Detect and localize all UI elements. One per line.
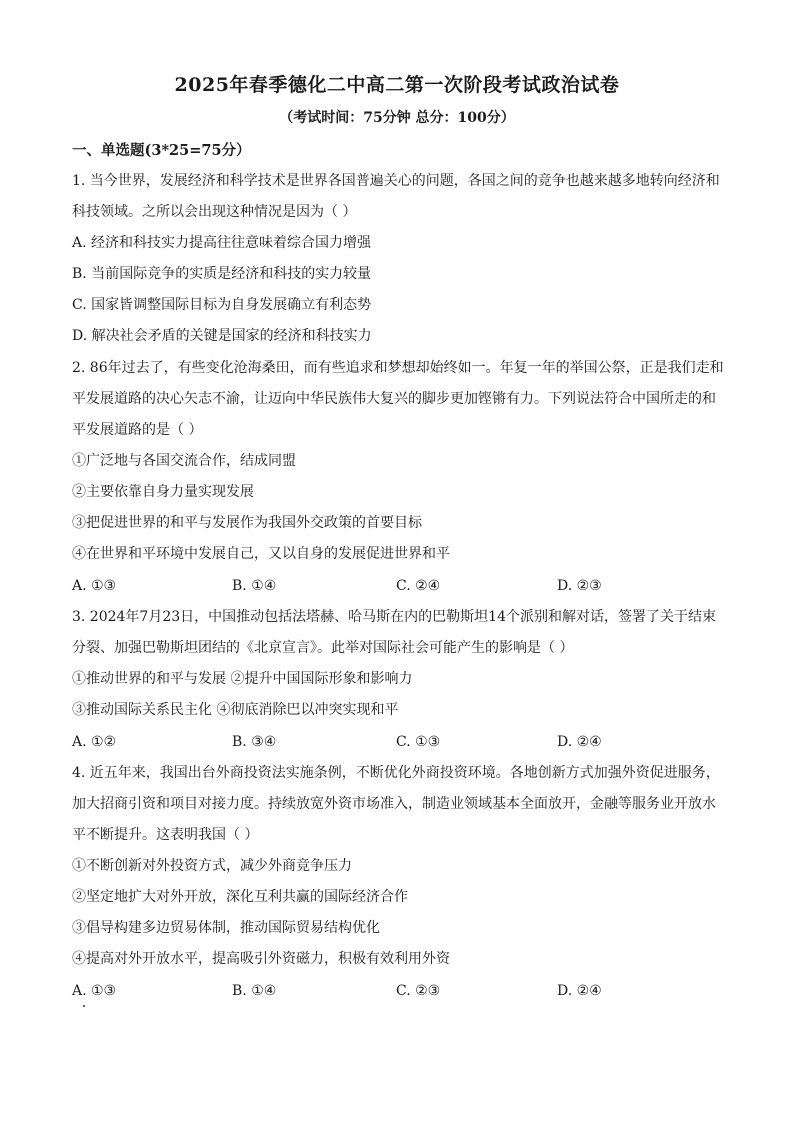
question-4-stem-line-2: 加大招商引资和项目对接力度。持续放宽外资市场准入，制造业领域基本全面放开，金融等服务业开放水	[72, 796, 716, 812]
question-4-option-d: D. ②④	[557, 983, 602, 999]
question-2-option-a: A. ①③	[72, 578, 117, 594]
exam-info: （考试时间：75分钟 总分：100分）	[279, 110, 515, 126]
question-1-option-a: A. 经济和科技实力提高往往意味着综合国力增强	[72, 235, 372, 251]
question-4-item-4: ④提高对外开放水平，提高吸引外资磁力，积极有效利用外资	[72, 951, 450, 967]
question-2-stem-line-2: 平发展道路的决心矢志不渝，让迈向中华民族伟大复兴的脚步更加铿锵有力。下列说法符合中国所走的和	[72, 391, 716, 407]
question-3-option-c: C. ①③	[396, 734, 441, 750]
section-heading: 一、单选题(3*25=75分）	[72, 142, 251, 159]
question-2-option-b: B. ①④	[232, 578, 277, 594]
question-1-option-d: D. 解决社会矛盾的关键是国家的经济和科技实力	[72, 328, 372, 344]
question-1-option-b: B. 当前国际竞争的实质是经济和科技的实力较量	[72, 266, 372, 282]
question-4-option-c: C. ②③	[396, 983, 441, 999]
question-1-stem-line-2: 科技领域。之所以会出现这种情况是因为（ ）	[72, 204, 357, 220]
question-2-item-2: ②主要依靠自身力量实现发展	[72, 484, 254, 500]
question-2-item-3: ③把促进世界的和平与发展作为我国外交政策的首要目标	[72, 515, 422, 531]
question-2-option-d: D. ②③	[557, 578, 602, 594]
question-4-stem-line-3: 平不断提升。这表明我国（ ）	[72, 827, 259, 843]
question-3-stem-line-2: 分裂、加强巴勒斯坦团结的《北京宣言》。此举对国际社会可能产生的影响是（ ）	[72, 640, 574, 656]
question-3-items-row-2: ③推动国际关系民主化 ④彻底消除巴以冲突实现和平	[72, 702, 399, 718]
question-3-option-a: A. ①②	[72, 734, 117, 750]
question-4-item-2: ②坚定地扩大对外开放，深化互利共赢的国际经济合作	[72, 889, 408, 905]
question-2-item-1: ①广泛地与各国交流合作，结成同盟	[72, 453, 296, 469]
question-3-option-b: B. ③④	[232, 734, 277, 750]
question-1-option-c: C. 国家皆调整国际目标为自身发展确立有利态势	[72, 297, 372, 313]
question-2-option-c: C. ②④	[396, 578, 441, 594]
question-4-item-1: ①不断创新对外投资方式，减少外商竞争压力	[72, 858, 352, 874]
question-2-stem-line-3: 平发展道路的是（ ）	[72, 422, 203, 438]
question-3-option-d: D. ②④	[557, 734, 602, 750]
question-2-stem-line-1: 2. 86年过去了，有些变化沧海桑田，而有些追求和梦想却始终如一。年复一年的举国公祭，正是我们走和	[72, 360, 724, 376]
question-4-stem-line-1: 4. 近五年来，我国出台外商投资法实施条例，不断优化外商投资环境。各地创新方式加强外资促进服务，	[72, 765, 720, 781]
question-4-item-3: ③倡导构建多边贸易体制，推动国际贸易结构优化	[72, 920, 380, 936]
page-speck	[83, 1005, 85, 1007]
question-1-stem-line-1: 1. 当今世界，发展经济和科学技术是世界各国普遍关心的问题，各国之间的竞争也越来越多地转向经济和	[72, 173, 720, 189]
page-title: 2025年春季德化二中高二第一次阶段考试政治试卷	[174, 74, 620, 96]
question-2-item-4: ④在世界和平环境中发展自己，又以自身的发展促进世界和平	[72, 546, 450, 562]
question-3-stem-line-1: 3. 2024年7月23日，中国推动包括法塔赫、哈马斯在内的巴勒斯坦14个派别和解对话，签署了关于结束	[72, 609, 716, 625]
question-4-option-a: A. ①③	[72, 983, 117, 999]
question-3-items-row-1: ①推动世界的和平与发展 ②提升中国国际形象和影响力	[72, 671, 413, 687]
question-4-option-b: B. ①④	[232, 983, 277, 999]
